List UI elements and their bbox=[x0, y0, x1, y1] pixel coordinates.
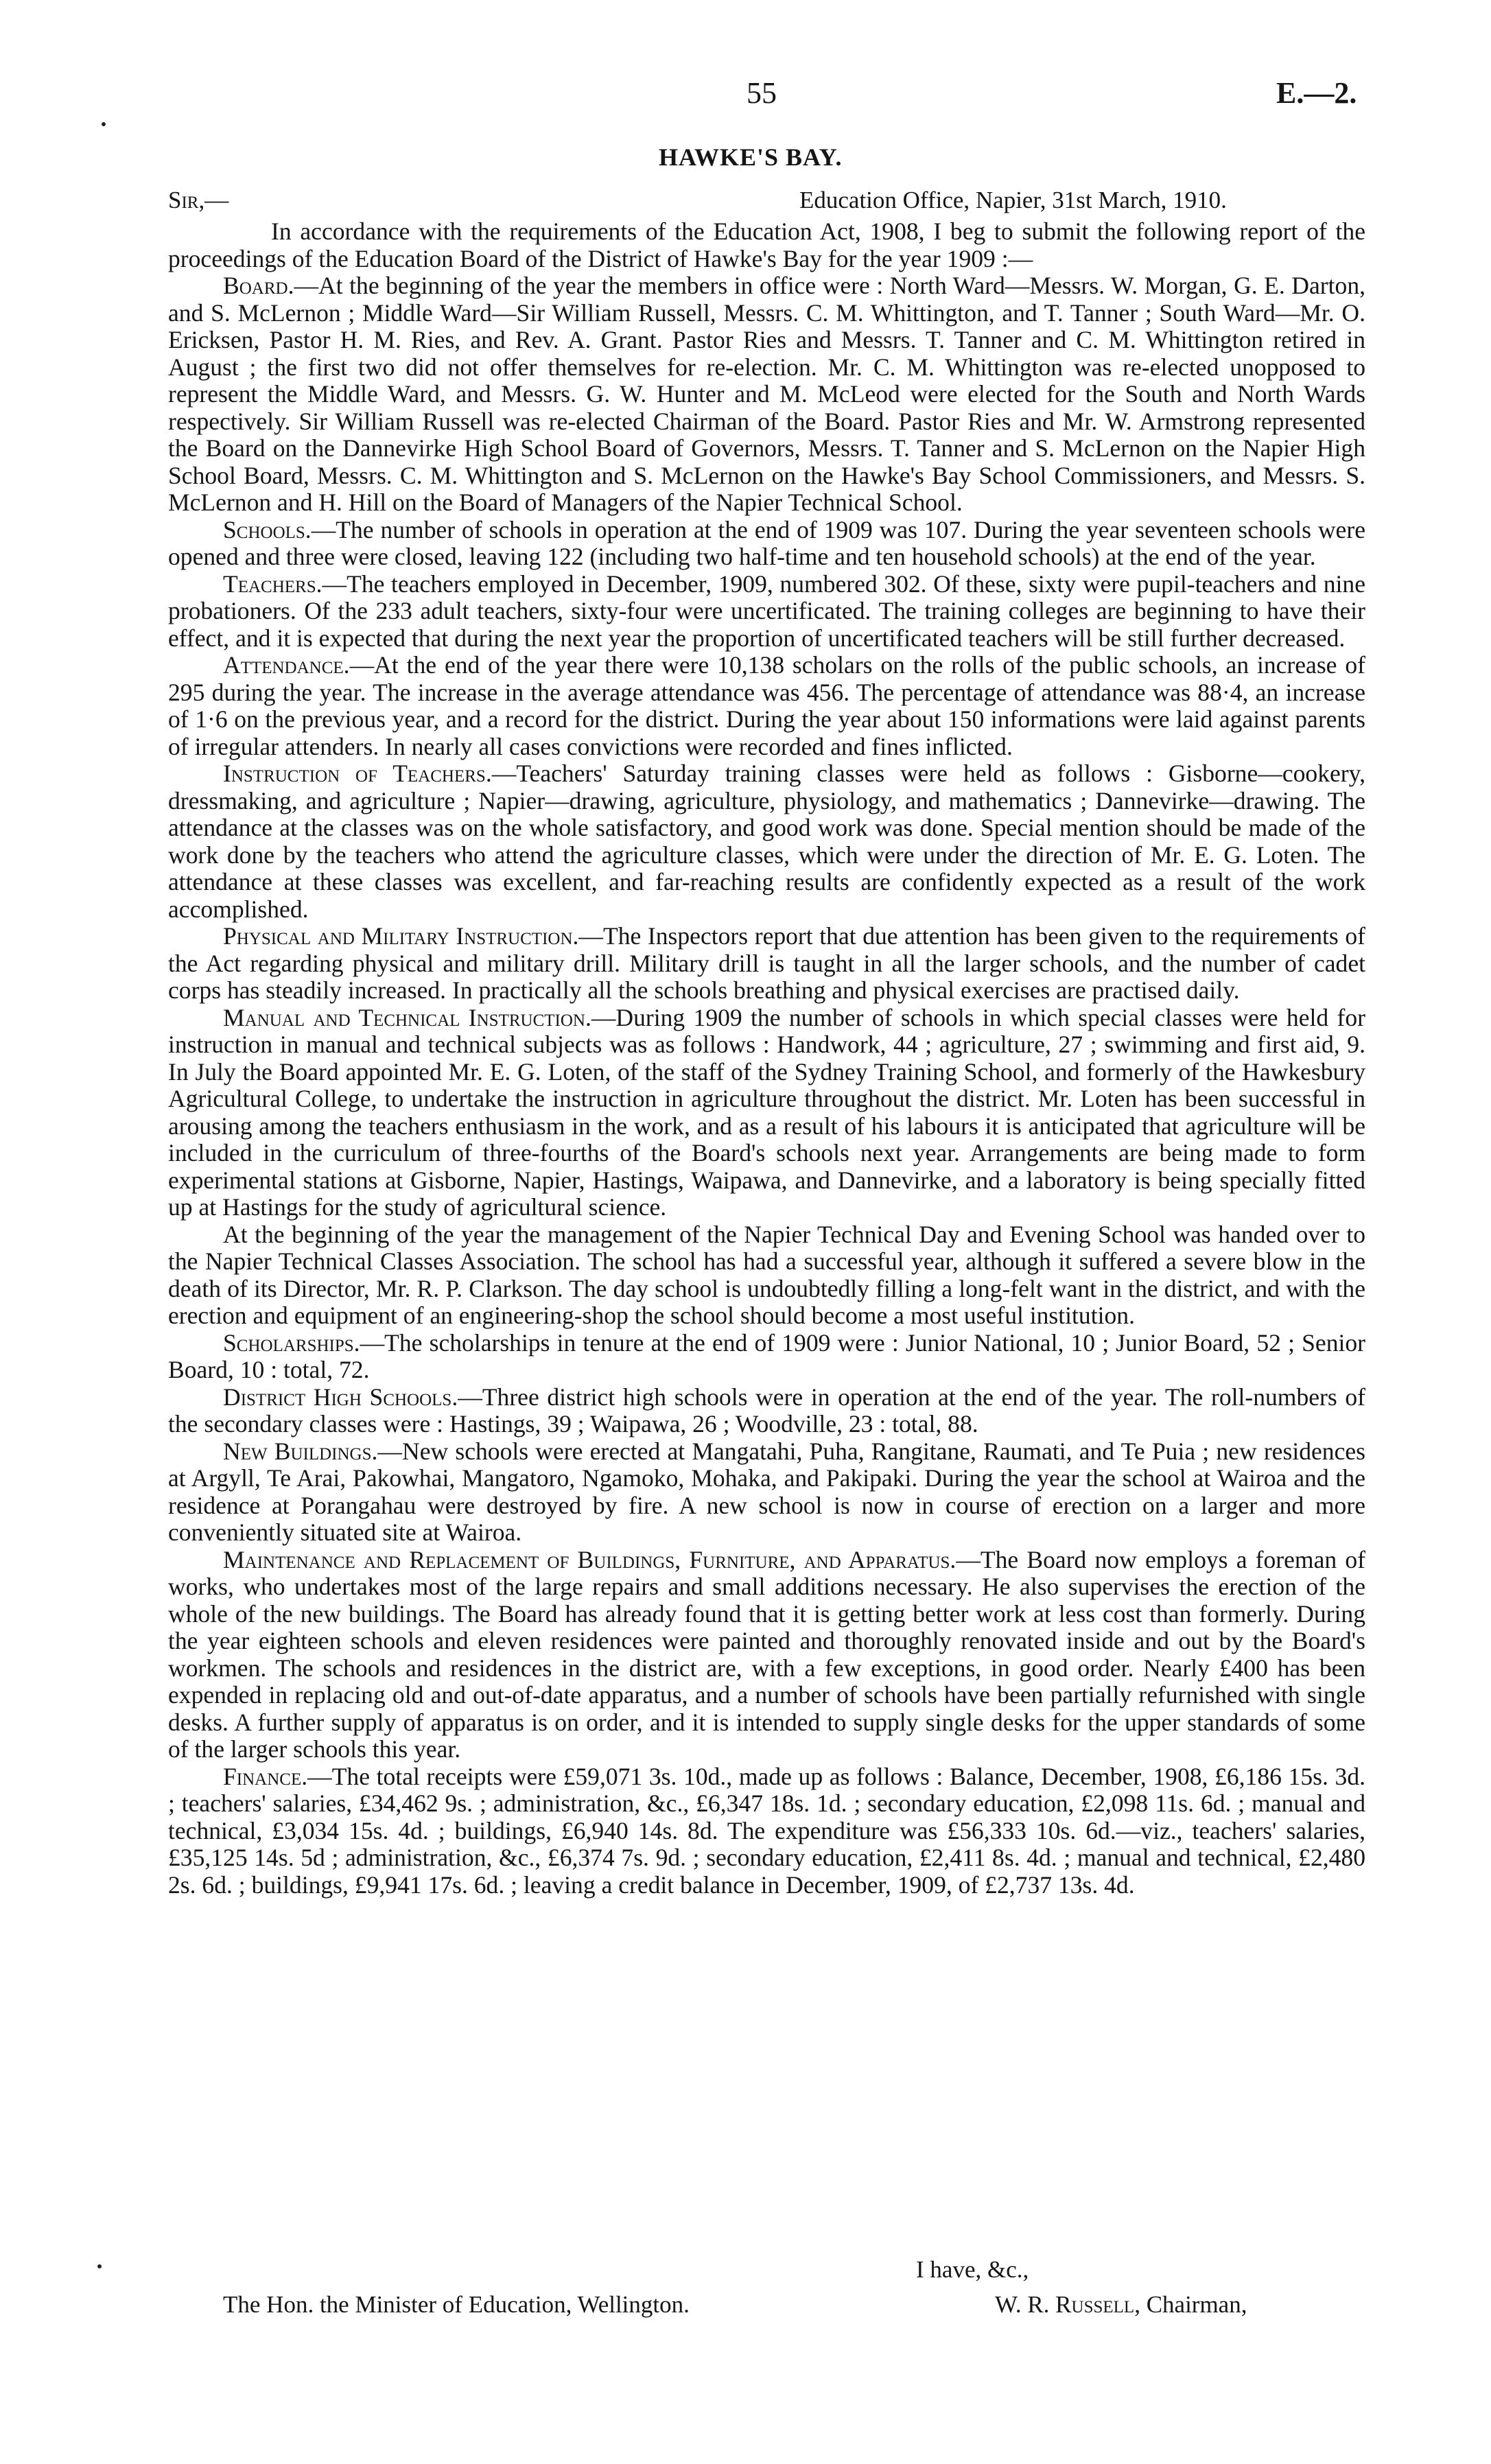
section-teachers bbox=[168, 571, 1365, 653]
section-heading: Board. bbox=[223, 272, 294, 299]
section-text: —The scholarships in tenure at the end of 1909 were : Junior National, 10 ; Junior Board, 52 ; Senior Board, 10 : total, 72. bbox=[168, 1328, 1365, 1383]
section-text: —Three district high schools were in operation at the end of the year. The roll-numbers of the secondary classes were : Hastings, 39 ; Waipawa, 26 ; Woodville, 23 : total, 88. bbox=[168, 1383, 1366, 1438]
section-maintenance bbox=[168, 1547, 1365, 1763]
section-heading: Physical and Military Instruction. bbox=[223, 922, 579, 950]
section-text: —New schools were erected at Mangatahi, Puha, Rangitane, Raumati, and Te Puia ; new residences at Argyll, Te Arai, Pakowhai, Mangatoro, Ngamoko, Mohaka, and Pakipaki. During the year the school at Wairoa and the residence at Porangahau were destroyed by fire. A new school is now in course of erection on a larger and more conveniently situated site at Wairoa. bbox=[168, 1437, 1365, 1546]
section-text: —The Inspectors report that due attention has been given to the requirements of the Act regarding physical and military drill. Military drill is taught in all the larger schools, and the number of cadet corps has steadily increased. In practically all the schools breathing and physical exercises are practised daily. bbox=[168, 922, 1366, 1004]
section-text: —At the beginning of the year the members in office were : North Ward—Messrs. W. Morgan, G. E. Darton, and S. McLernon ; Middle Ward—Sir William Russell, Messrs. C. M. Whittington, and T. Tanner ; South Ward—Mr. O. Ericksen, Pastor H. M. Ries, and Rev. A. Grant. Pastor Ries and Messrs. T. Tanner and C. M. Whittington retired in August ; the first two did not offer themselves for re-election. Mr. C. M. Whittington was re-elected unopposed to represent the Middle Ward, and Messrs. G. W. Hunter and M. McLeod were elected for the South and North Wards respectively. Sir William Russell was re-elected Chairman of the Board. Pastor Ries and Mr. W. Armstrong represented the Board on the Dannevirke High School Board of Governors, Messrs. T. Tanner and S. McLernon on the Napier High School Board, Messrs. C. M. Whittington and S. McLernon on the Hawke's Bay School Commissioners, and Messrs. S. McLernon and H. Hill on the Board of Managers of the Napier Technical School. bbox=[168, 272, 1365, 516]
section-text: —The Board now employs a foreman of works, who undertakes most of the large repairs and small additions necessary. He also supervises the erection of the whole of the new buildings. The Board has already found that it is getting better work at less cost than formerly. During the year eighteen schools and eleven residences were painted and thoroughly renovated inside and out by the Board's workmen. The schools and residences in the district are, with a few exceptions, in good order. Nearly £400 has been expended in replacing old and out-of-date apparatus, and a number of schools have been partially refurnished with single desks. A further supply of apparatus is on order, and it is intended to supply single desks for the upper standards of some of the larger schools this year. bbox=[168, 1545, 1365, 1763]
section-attendance bbox=[168, 652, 1365, 760]
section-heading: District High Schools. bbox=[223, 1383, 458, 1411]
section-text: —Teachers' Saturday training classes were held as follows : Gisborne—cookery, dressmaking, and agriculture ; Napier—drawing, agriculture, physiology, and mathematics ; Dannevirke—drawing. The attendance at the classes was on the whole satisfactory, and good work was done. Special mention should be made of the work done by the teachers who attend the agriculture classes, which were under the direction of Mr. E. G. Loten. The attendance at these classes was excellent, and far-reaching results are confidently expected as a result of the work accomplished. bbox=[168, 760, 1365, 923]
section-board bbox=[168, 272, 1365, 517]
section-text: —The teachers employed in December, 1909, numbered 302. Of these, sixty were pupil-teachers and nine probationers. Of the 233 adult teachers, sixty-four were uncertificated. The training colleges are beginning to have their effect, and it is expected that during the next year the proportion of uncertificated teachers will be still further decreased. bbox=[168, 570, 1365, 652]
section-text: —During 1909 the number of schools in which special classes were held for instruction in manual and technical subjects was as follows : Handwork, 44 ; agriculture, 27 ; swimming and first aid, 9. In July the Board appointed Mr. E. G. Loten, of the staff of the Sydney Training School, and formerly of the Hawkesbury Agricultural College, to undertake the instruction in agriculture throughout the district. Mr. Loten has been successful in arousing among the teachers enthusiasm in the work, and as a result of his labours it is anticipated that agriculture will be included in the curriculum of three-fourths of the Board's schools next year. Arrangements are being made to form experimental stations at Gisborne, Napier, Hastings, Waipawa, and Dannevirke, and a laboratory is being specially fitted up at Hastings for the study of agricultural science. bbox=[168, 1003, 1365, 1221]
margin-dot bbox=[97, 2264, 102, 2268]
section-heading: New Buildings. bbox=[223, 1437, 378, 1465]
section-technical-school bbox=[168, 1221, 1365, 1330]
report-title: HAWKE'S BAY. bbox=[659, 143, 843, 171]
intro-paragraph: In accordance with the requirements of the Education Act, 1908, I beg to submit the following report of the proceedings of the Education Board of the District of Hawke's Bay for the year 1909 :— bbox=[168, 218, 1365, 272]
report-body bbox=[168, 218, 1365, 1899]
section-schools bbox=[168, 517, 1365, 571]
section-heading: Instruction of Teachers. bbox=[223, 760, 492, 787]
margin-dot bbox=[102, 122, 106, 126]
section-district-high-schools bbox=[168, 1384, 1365, 1438]
section-physical-military bbox=[168, 923, 1365, 1005]
page-number: 55 bbox=[747, 76, 777, 110]
section-heading: Maintenance and Replacement of Buildings, Furniture, and Apparatus. bbox=[223, 1545, 956, 1573]
section-text: —The total receipts were £59,071 3s. 10d., made up as follows : Balance, December, 1908, £6,186 15s. 3d. ; teachers' salaries, £34,462 9s. ; administration, &c., £6,347 18s. 1d. ; secondary education, £2,098 11s. 6d. ; manual and technical, £3,034 15s. 4d. ; buildings, £6,940 14s. 8d. The expenditure was £56,333 10s. 6d.—viz., teachers' salaries, £35,125 14s. 5d ; administration, &c., £6,374 7s. 9d. ; secondary education, £2,411 8s. 4d. ; manual and technical, £2,480 2s. 6d. ; buildings, £9,941 17s. 6d. ; leaving a credit balance in December, 1909, of £2,737 13s. 4d. bbox=[168, 1762, 1365, 1899]
section-text: —The number of schools in operation at the end of 1909 was 107. During the year seventeen schools were opened and three were closed, leaving 122 (including two half-time and ten household schools) at the end of the year. bbox=[168, 515, 1365, 570]
salutation: Sir,— bbox=[168, 187, 229, 213]
signature-name: W. R. Russell bbox=[995, 2291, 1135, 2318]
signature-title: , Chairman, bbox=[1134, 2291, 1247, 2318]
closing-line: I have, &c., bbox=[916, 2256, 1029, 2283]
section-text: —At the end of the year there were 10,138 scholars on the rolls of the public schools, an increase of 295 during the year. The increase in the average attendance was 456. The percentage of attendance was 88·4, an increase of 1·6 on the previous year, and a record for the district. During the year about 150 informations were laid against parents of irregular attenders. In nearly all cases convictions were recorded and fines inflicted. bbox=[168, 651, 1365, 760]
section-heading: Attendance. bbox=[223, 651, 350, 679]
section-scholarships bbox=[168, 1330, 1365, 1384]
section-heading: Schools. bbox=[223, 515, 312, 543]
section-heading: Scholarships. bbox=[223, 1328, 360, 1357]
section-manual-technical bbox=[168, 1005, 1365, 1221]
signature bbox=[995, 2291, 1247, 2319]
section-text: At the beginning of the year the management of the Napier Technical Day and Evening School was handed over to the Napier Technical Classes Association. The school has had a successful year, although it suffered a severe blow in the death of its Director, Mr. R. P. Clarkson. The day school is undoubtedly filling a long-felt want in the district, and with the erection and equipment of an engineering-shop the school should become a most useful institution. bbox=[168, 1220, 1365, 1329]
office-date: Education Office, Napier, 31st March, 1910. bbox=[799, 187, 1227, 213]
section-heading: Finance. bbox=[223, 1762, 308, 1790]
section-heading: Manual and Technical Instruction. bbox=[223, 1003, 591, 1031]
section-new-buildings bbox=[168, 1438, 1365, 1547]
section-reference: E.—2. bbox=[1276, 76, 1357, 110]
addressee: The Hon. the Minister of Education, Wellington. bbox=[223, 2291, 690, 2318]
section-instruction-of-teachers bbox=[168, 760, 1365, 923]
section-finance bbox=[168, 1763, 1365, 1899]
section-heading: Teachers. bbox=[223, 570, 322, 598]
